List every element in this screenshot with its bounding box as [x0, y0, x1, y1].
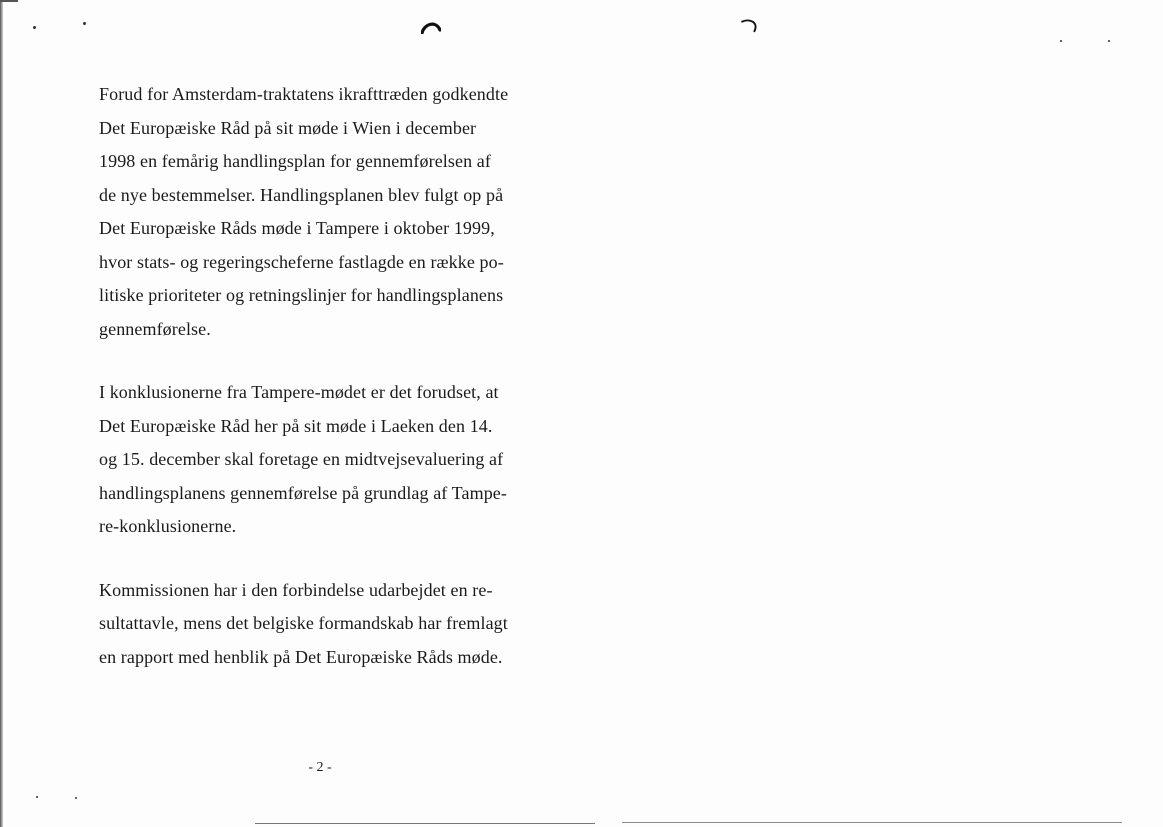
text-line: Det Europæiske Råd her på sit møde i Laeken den 14.	[99, 415, 493, 436]
scan-speck	[36, 796, 38, 798]
page-number: - 2 -	[308, 760, 332, 775]
punch-hole-left-icon	[421, 20, 441, 34]
text-line: re-konklusionerne.	[99, 516, 237, 536]
scan-bottom-line	[255, 823, 595, 824]
text-line: en rapport med henblik på Det Europæiske Råds møde.	[99, 646, 503, 667]
scan-speck	[1108, 40, 1110, 42]
scan-top-corner	[0, 0, 18, 2]
scan-speck	[1060, 40, 1062, 42]
paragraph-1	[99, 78, 559, 346]
paragraph-3	[99, 574, 559, 675]
scan-left-border	[0, 0, 3, 827]
text-line: Kommissionen har i den forbindelse udarbejdet en re-	[99, 579, 493, 600]
scan-speck	[83, 22, 86, 25]
text-line: de nye bestemmelser. Handlingsplanen blev fulgt op på	[99, 184, 504, 205]
text-line: sultattavle, mens det belgiske formandskab har fremlagt	[99, 613, 508, 633]
text-line: Det Europæiske Råd på sit møde i Wien i december	[99, 117, 477, 138]
text-line: I konklusionerne fra Tampere-mødet er det forudset, at	[99, 382, 499, 402]
scan-speck	[75, 797, 77, 799]
text-line: Forud for Amsterdam-traktatens ikrafttræden godkendte	[99, 84, 509, 104]
text-line: gennemførelse.	[99, 318, 211, 339]
paragraph-2	[99, 376, 559, 544]
text-line: litiske prioriteter og retningslinjer for handlingsplanens	[99, 285, 504, 305]
body-text	[99, 78, 559, 674]
text-line: Det Europæiske Råds møde i Tampere i oktober 1999,	[99, 218, 495, 238]
text-line: hvor stats- og regeringscheferne fastlagde en række po-	[99, 251, 504, 272]
scan-bottom-line	[622, 822, 1122, 823]
text-line: handlingsplanens gennemførelse på grundlag af Tampe-	[99, 482, 507, 503]
scan-speck	[33, 26, 36, 29]
punch-hole-right-icon	[740, 19, 760, 33]
text-line: 1998 en femårig handlingsplan for gennemførelsen af	[99, 151, 491, 171]
text-line: og 15. december skal foretage en midtvejsevaluering af	[99, 449, 504, 469]
